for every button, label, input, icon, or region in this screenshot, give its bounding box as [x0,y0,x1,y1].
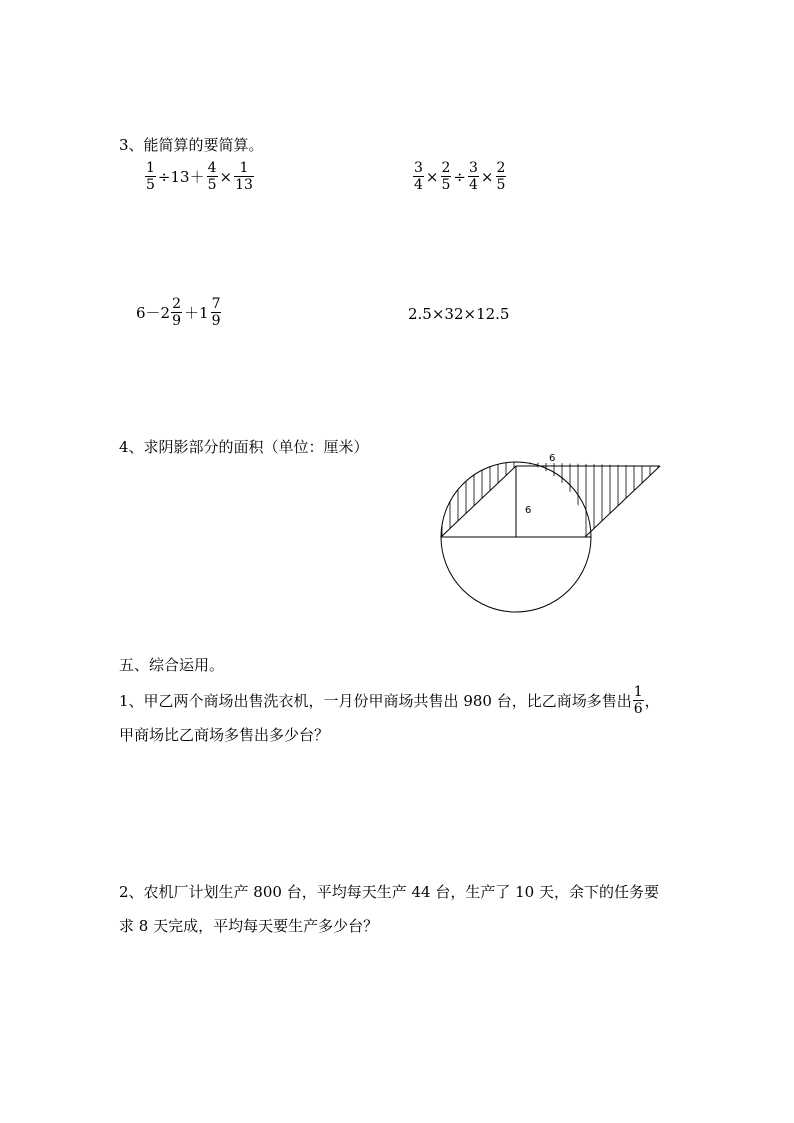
expression-2 [412,160,507,193]
operator: ÷ [453,167,466,186]
fraction: $\frac{4}{5}$ [207,160,217,193]
fraction: $\frac{2}{5}$ [496,160,506,193]
fraction: $\frac{7}{9}$ [211,296,221,329]
fraction: $\frac{2}{5}$ [441,160,451,193]
section-4-title: 4、求阴影部分的面积（单位：厘米） [119,438,369,456]
question-1-line-1 [119,684,660,717]
operator: × [480,167,494,186]
expression-3 [136,296,222,329]
fraction: $\frac{1}{6}$ [633,684,643,717]
section-5-title: 五、综合运用。 [119,656,225,674]
fraction: $\frac{1}{5}$ [146,160,155,193]
top-length-label: 6 [549,453,556,464]
shaded-right-region [516,462,660,537]
section-3-title: 3、能简算的要简算。 [119,136,264,154]
expression-1 [144,160,255,193]
fraction: $\frac{3}{4}$ [469,160,478,193]
operator: × [425,167,439,186]
height-label: 6 [525,505,532,516]
operator: × [219,167,233,186]
question-1-line-2: 甲商场比乙商场多售出多少台？ [119,726,330,744]
question-2-line-1: 2、农机厂计划生产 800 台，平均每天生产 44 台，生产了 10 天，余下的任务要 [119,883,659,901]
shaded-area-figure [430,450,670,620]
question-2-line-2: 求 8 天完成，平均每天要生产多少台？ [119,917,379,935]
operator: 6－2 [136,304,171,322]
fraction: $\frac{2}{9}$ [172,296,182,329]
operator: ＋1 [184,304,209,322]
question-1-text: 1、甲乙两个商场出售洗衣机，一月份甲商场共售出 980 台，比乙商场多售出 [119,691,632,710]
expression-4: 2.5×32×12.5 [408,305,510,323]
question-1-tail: ， [644,691,660,710]
operator: ÷13＋ [157,168,205,186]
fraction: $\frac{3}{4}$ [414,160,423,193]
fraction: $\frac{1}{13}$ [235,160,253,193]
